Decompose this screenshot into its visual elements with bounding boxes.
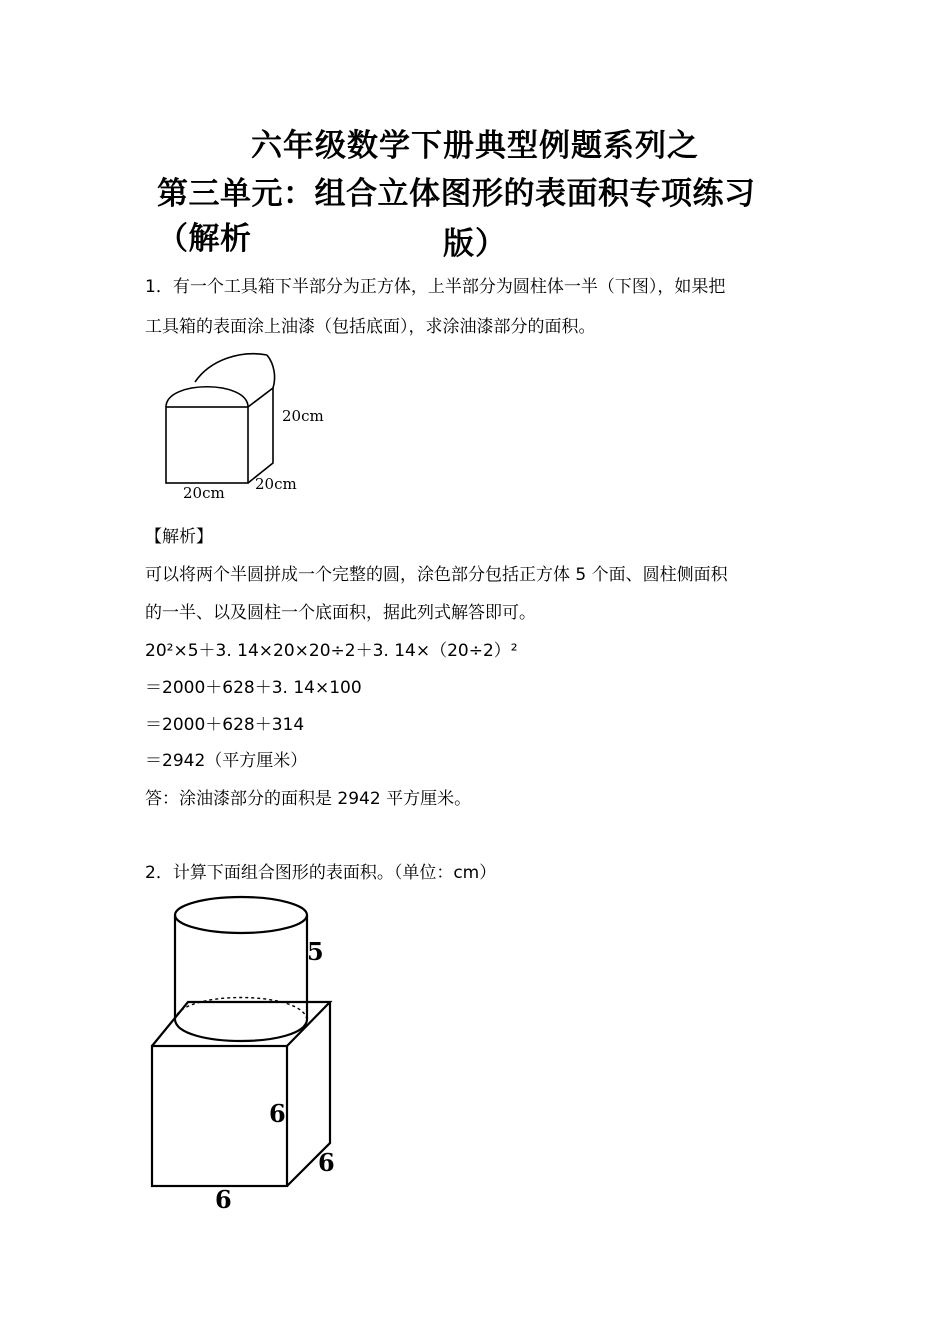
title-line-3: 版） — [443, 226, 507, 262]
label-width: 20cm — [183, 484, 225, 502]
title-line-1: 六年级数学下册典型例题系列之 — [251, 128, 699, 164]
label-cylinder-height: 5 — [307, 937, 324, 966]
label-cube-depth: 6 — [318, 1148, 335, 1177]
calc-line-1: 20²×5＋3. 14×20×20÷2＋3. 14×（20÷2）² — [145, 641, 518, 661]
cube-front — [152, 1046, 287, 1186]
front-arch — [166, 387, 248, 407]
label-cube-height: 6 — [269, 1099, 286, 1128]
calc-line-3: ＝2000＋628＋314 — [145, 715, 305, 735]
calc-line-4: ＝2942（平方厘米） — [145, 751, 308, 771]
calc-line-2: ＝2000＋628＋3. 14×100 — [145, 678, 362, 698]
answer-line: 答：涂油漆部分的面积是 2942 平方厘米。 — [145, 789, 472, 809]
analysis-heading: 【解析】 — [145, 527, 213, 547]
q2-text: 2．计算下面组合图形的表面积。（单位：cm） — [145, 863, 497, 883]
cylinder-cube-figure — [140, 890, 360, 1215]
q1-text-2: 工具箱的表面涂上油漆（包括底面），求涂油漆部分的面积。 — [145, 317, 596, 337]
analysis-line-2: 的一半、以及圆柱一个底面积，据此列式解答即可。 — [145, 603, 536, 623]
front-face — [166, 407, 248, 483]
label-depth: 20cm — [255, 475, 297, 493]
label-height: 20cm — [282, 407, 324, 425]
q1-text-1: 1．有一个工具箱下半部分为正方体，上半部分为圆柱体一半（下图），如果把 — [145, 277, 726, 297]
cylinder-top — [175, 897, 307, 933]
label-cube-width: 6 — [215, 1185, 232, 1214]
analysis-line-1: 可以将两个半圆拼成一个完整的圆，涂色部分包括正方体 5 个面、圆柱侧面积 — [145, 565, 728, 585]
toolbox-figure — [155, 345, 345, 505]
title-line-2: 第三单元：组合立体图形的表面积专项练习（解析 — [157, 176, 756, 257]
